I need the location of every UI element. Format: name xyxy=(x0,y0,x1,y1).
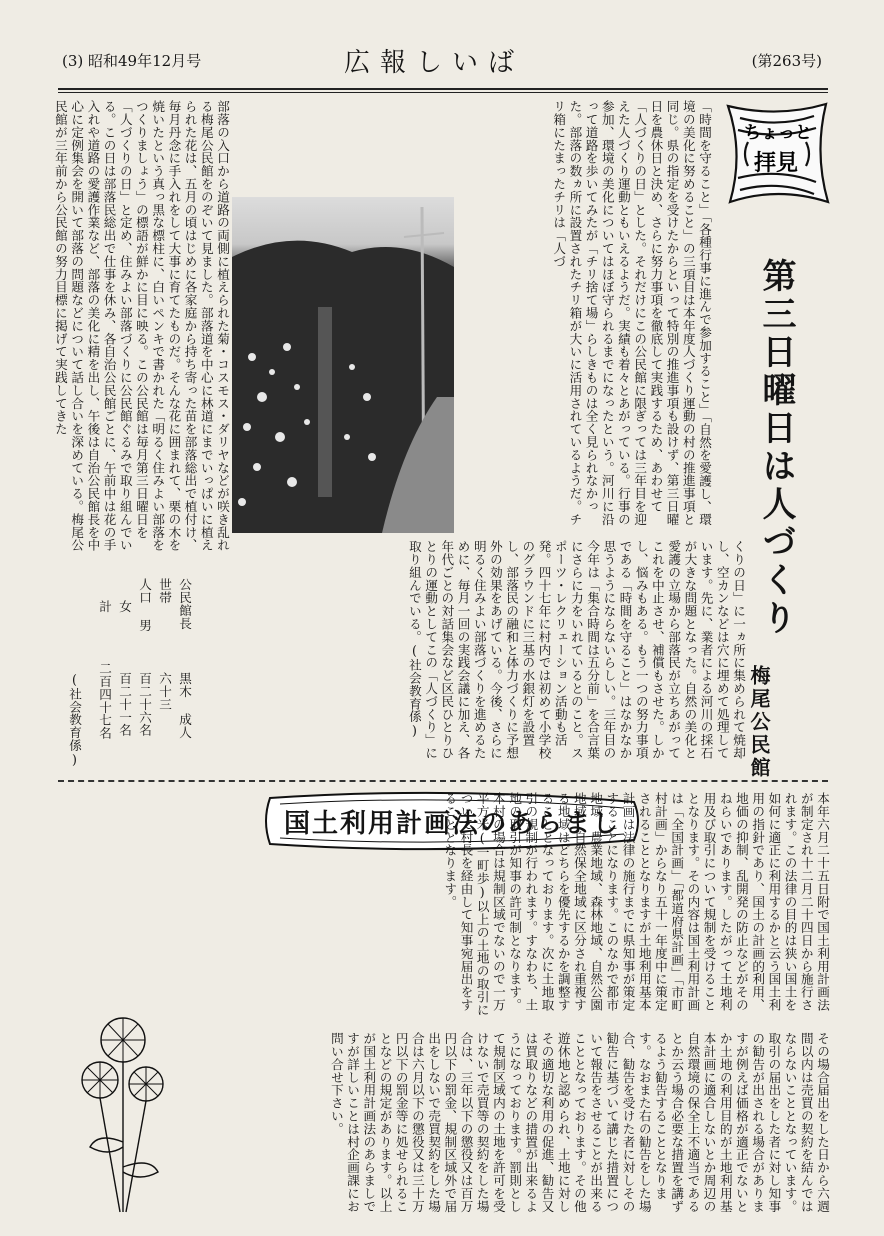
article2-title: 国土利用計画法のあらまし xyxy=(283,809,620,839)
article-title: 第三日曜日は人づくり xyxy=(756,258,796,638)
stats-label-3: 人口 男 xyxy=(137,578,152,632)
stats-label-4: 女 xyxy=(117,600,132,613)
article2-body-left: その場合届出をした日から六週間以内は売買の契約を結んではならないこととなっています。取引の届出をした者に対し知事の勧告が出される場合がありますが例えば価格が適正でないとか土地の利用目的が土地利用基本計画に適合しないとか周辺の自然環境の保全上不適当であるとか云う場合必要な措置を講ずるよう勧告することとなります。なおまた右の勧告をした場合、勧告を受けた者に対しその勧告に基づいて講じた措置について報告をさせることが出来ることとなっております。その他遊休地と認められ、土地に対しその適切な利用の促進、勧告又は買取りなどの措置が出来るようになっております。罰則として規制区域内の土地を許可を受けないで売買等の契約をした場合は、三年以下の懲役又は百万円以下の罰金、規制区域外で届出をしないで売買契約をした場合は六月以下の懲役又は三十万円以下の罰金等に処せられることなどの規定があります。以上が国土利用計画法のあらましですが詳しいことは村企画課にお問い合せ下さい。 xyxy=(328,1032,830,1213)
stats-value-1: 黒木 成人 xyxy=(177,672,192,739)
photo-illustration xyxy=(232,197,454,533)
chotto-haiken-logo xyxy=(718,98,836,208)
svg-text:拝見: 拝見 xyxy=(753,150,799,176)
issue-number: (第263号) xyxy=(751,52,822,70)
stats-label-2: 世帯 xyxy=(157,578,172,604)
flower-road-photo xyxy=(232,197,454,533)
article1-body-mid: 「時間を守ること」「各種行事に進んで参加すること」「自然を愛護し、環境の美化に努めること」の三項目は本年度人づくり運動の村の推進事項と同じ。県の指定を受けたからといって特別の推進事項も設けず、第三日曜日を農休日と決め、さらに努力事項を徹底して実践するため、あわせて「人づくりの日」とした。それだけにこの公民館に限ぎっては三年目を迎えた人づくり運動ともいえるようだ。実績も着々とあがっている。行事の参加、環境の美化についてはほぼ守られるまでになったという。河川に沿って道路を歩いてみたが「チリ捨て場」らしきものは全く見られなかった。部落の数ヵ所に設置されたチリ箱が大いに活用されているようだ。チリ箱にたまったチリは「人づ xyxy=(551,100,712,526)
stats-value-2: 六十三 xyxy=(157,672,172,711)
stats-value-5: 二百四十七名 xyxy=(97,662,112,740)
stats-credit: (社会教育係) xyxy=(67,672,82,768)
stats-value-3: 百二十六名 xyxy=(137,672,152,737)
chrysanthemum-illustration xyxy=(78,1012,168,1217)
svg-text:ちょっと: ちょっと xyxy=(744,123,812,143)
article2-body-right: 本年六月二十五日附で国土利用計画法が制定され十二月二十四日から施行されます。この法律の目的は狭い国土を如何に適正に利用するかと云う国土利用の指針であり、国土の計画的利用、地価の抑制、乱開発の防止などがそのねらいであります。したがって土地利用及び取引について規制を受けることとなります。その内容は国土利用計画は「全国計画」「都道府県計画」「市町村計画」からなり五十一年度中に策定されることとなりますが土地利用基本計画は法律の施行までに県知事が策定することになります。このなかで都市地域、農業地域、森林地域、自然公園地域、自然保全地域に区分され重複する地域はどちらを優先するかを調整することとなっております。次に土地取引の規制が行われます。すなわち、土地の取引が知事の許可制となります。本村の場合は規制区域でないので一万平方米(一町歩)以上の土地の取引について村長を経由して知事宛届出をすることとなります。 xyxy=(442,792,830,1017)
article1-body-right: くりの日」に一ヵ所に集められて焼却し、空カンなどは穴に埋めて処理しています。先に、業者による河川の採石が大きな問題となった。自然の美化と愛護の立場から部落民が立ちあがってこれを中止させ、補償もさせた。しかし、悩みもある。もう一つの努力事項である「時間を守ること」はなかなか思うようにならないらしい。三年目の今年は「集合時間は五分前」を合言葉にさらに力をいれているとのこと。スポーツ・レクリェーション活動も活発。四十七年に村内では初めて小学校のグラウンドに三基の水銀灯を設置し、部落民の融和と体力づくりに予想外の効果をあげている。今後、さらに明るく住みよい部落づくりを進めるために、毎月一回の実践会議に加え、各年代ごとの対話集会など区民ひとりひとりの運動としてこの「人づくり」に取り組んでいる。(社会教育係) xyxy=(406,540,746,760)
page-header xyxy=(62,42,822,82)
stats-label-1: 公民館長 xyxy=(177,578,192,630)
page-number: (3) 昭和49年12月号 xyxy=(62,52,202,70)
article-byline: 梅尾公民館 xyxy=(747,665,771,780)
stats-value-4: 百二十一名 xyxy=(117,672,132,737)
publication-title: 広報しいば xyxy=(344,48,525,78)
stats-label-5: 計 xyxy=(97,600,112,613)
article1-body-left-top: 部落の入口から道路の両側に植えられた菊・コスモス・ダリヤなどが咲き乱れる梅尾公民館をのぞいて見ました。部落道を中心に林道にまでいっぱいに植えられた花は、五月の頃はじめに各家庭から持ち寄った苗を部落総出で植付け、毎月丹念に手入れをして大事に育てたものだ。そんな花に囲まれて、栗の木を焼いたという真っ黒な標柱に、白いペンキで書かれた「明るく住みよい部落をつくりましょう」の標語が鮮かに目に映る。この公民館は毎月第三日曜日を「人づくりの日」と定め、住みよい部落づくりに公民館ぐるみで取り組んでいる。この日は部落民総出で仕事を休み、各自治公民館ごとに、午前中は花の手入れや道路の愛護作業など、部落の美化に精を出し、午後は自治公民館長を中心に定例集会を開いて部落の問題などについて話し合いを深めている。梅尾公民館が三年前から公民館の努力目標に掲げて実践してきた xyxy=(52,100,230,552)
header-rule-thin xyxy=(58,92,828,93)
header-rule xyxy=(58,88,828,90)
article-divider xyxy=(58,780,828,782)
